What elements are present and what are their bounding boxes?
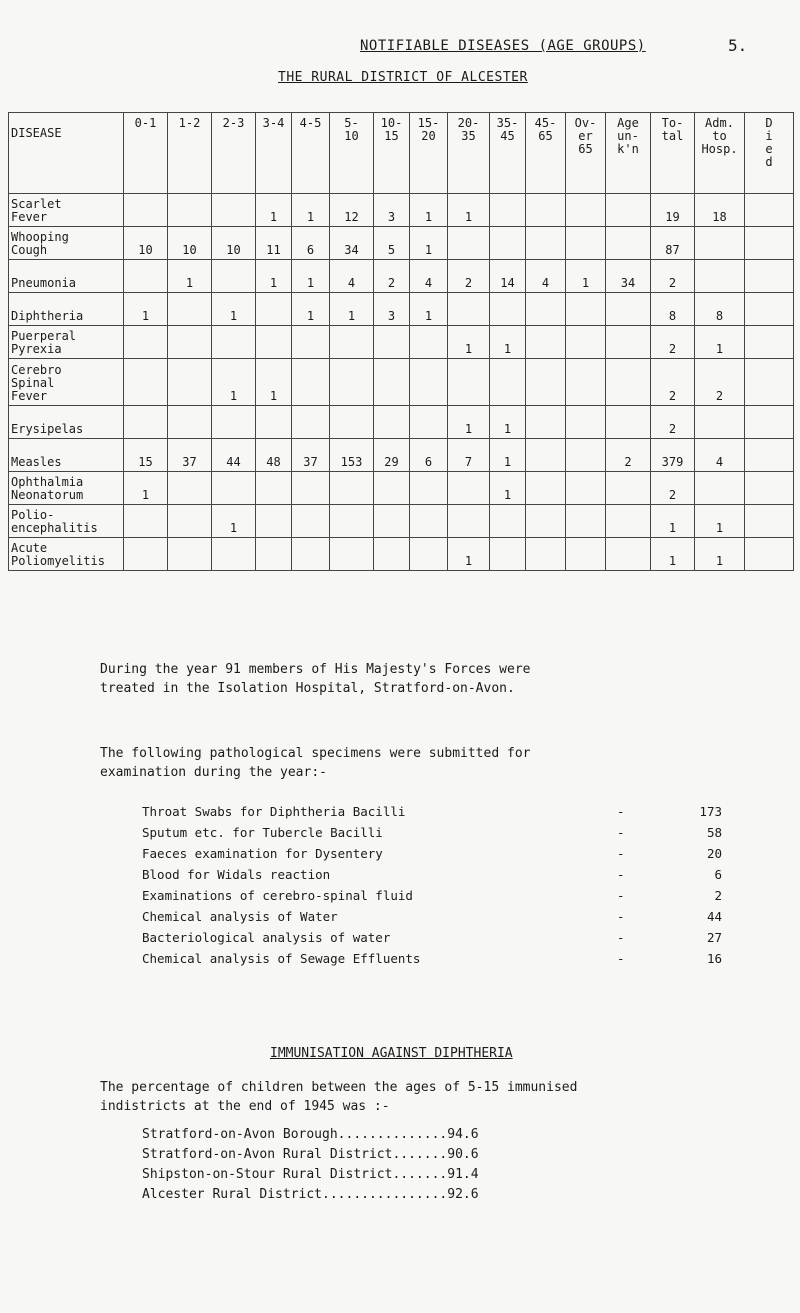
table-cell bbox=[410, 505, 448, 538]
table-cell bbox=[168, 406, 212, 439]
column-header: 35- 45 bbox=[490, 113, 526, 194]
table-cell bbox=[745, 505, 794, 538]
table-cell bbox=[212, 406, 256, 439]
table-cell bbox=[526, 538, 566, 571]
column-header: 3-4 bbox=[256, 113, 292, 194]
immunisation-percentage: 91.4 bbox=[447, 1167, 479, 1182]
table-cell bbox=[410, 359, 448, 406]
table-cell: 18 bbox=[695, 194, 745, 227]
disease-name: Polio- encephalitis bbox=[9, 505, 124, 538]
table-cell: 29 bbox=[374, 439, 410, 472]
immunisation-row bbox=[142, 1127, 479, 1142]
table-cell: 87 bbox=[651, 227, 695, 260]
table-header-row bbox=[9, 113, 794, 194]
table-cell bbox=[292, 538, 330, 571]
table-cell bbox=[448, 293, 490, 326]
disease-name: Puerperal Pyrexia bbox=[9, 326, 124, 359]
column-header: 2-3 bbox=[212, 113, 256, 194]
page-title: NOTIFIABLE DISEASES (AGE GROUPS) bbox=[360, 38, 646, 54]
column-header: DISEASE bbox=[9, 113, 124, 194]
table-cell bbox=[256, 293, 292, 326]
table-cell bbox=[374, 505, 410, 538]
table-cell: 3 bbox=[374, 293, 410, 326]
table-cell: 1 bbox=[330, 293, 374, 326]
table-cell bbox=[566, 293, 606, 326]
table-cell: 2 bbox=[651, 326, 695, 359]
table-cell: 10 bbox=[212, 227, 256, 260]
table-cell: 1 bbox=[212, 293, 256, 326]
table-cell: 48 bbox=[256, 439, 292, 472]
column-header: 4-5 bbox=[292, 113, 330, 194]
dash-separator: - bbox=[617, 888, 625, 903]
table-cell bbox=[695, 227, 745, 260]
table-cell bbox=[212, 194, 256, 227]
table-cell bbox=[490, 359, 526, 406]
table-cell bbox=[745, 472, 794, 505]
table-cell bbox=[606, 538, 651, 571]
table-cell: 1 bbox=[212, 359, 256, 406]
table-cell: 1 bbox=[448, 194, 490, 227]
table-row bbox=[9, 406, 794, 439]
table-cell: 1 bbox=[256, 194, 292, 227]
table-cell: 2 bbox=[374, 260, 410, 293]
table-cell: 2 bbox=[606, 439, 651, 472]
table-cell bbox=[566, 227, 606, 260]
table-row bbox=[9, 260, 794, 293]
specimen-label: Chemical analysis of Water bbox=[142, 909, 338, 924]
table-cell: 1 bbox=[695, 326, 745, 359]
table-cell bbox=[566, 505, 606, 538]
table-cell: 10 bbox=[168, 227, 212, 260]
table-row bbox=[9, 293, 794, 326]
table-cell bbox=[695, 472, 745, 505]
table-cell bbox=[168, 538, 212, 571]
table-cell bbox=[526, 359, 566, 406]
table-cell bbox=[606, 194, 651, 227]
table-row bbox=[9, 194, 794, 227]
column-header: 5- 10 bbox=[330, 113, 374, 194]
table-cell bbox=[745, 538, 794, 571]
table-cell: 379 bbox=[651, 439, 695, 472]
column-header: D i e d bbox=[745, 113, 794, 194]
table-cell bbox=[256, 326, 292, 359]
specimen-count: 16 bbox=[706, 951, 722, 966]
table-cell bbox=[490, 538, 526, 571]
dash-separator: - bbox=[617, 846, 625, 861]
table-cell: 10 bbox=[124, 227, 168, 260]
table-cell bbox=[330, 406, 374, 439]
table-cell bbox=[566, 359, 606, 406]
table-cell bbox=[292, 359, 330, 406]
table-cell: 1 bbox=[448, 326, 490, 359]
table-cell bbox=[526, 293, 566, 326]
dash-separator: - bbox=[617, 825, 625, 840]
district-label: Shipston-on-Stour Rural District....... bbox=[142, 1167, 448, 1182]
table-cell bbox=[448, 227, 490, 260]
table-cell: 4 bbox=[330, 260, 374, 293]
table-cell: 7 bbox=[448, 439, 490, 472]
table-cell: 1 bbox=[651, 505, 695, 538]
specimen-count: 44 bbox=[706, 909, 722, 924]
table-cell bbox=[330, 505, 374, 538]
table-cell bbox=[410, 472, 448, 505]
table-cell bbox=[490, 194, 526, 227]
table-cell bbox=[212, 326, 256, 359]
table-cell bbox=[374, 406, 410, 439]
disease-name: Erysipelas bbox=[9, 406, 124, 439]
column-header: Ov- er 65 bbox=[566, 113, 606, 194]
table-cell: 1 bbox=[695, 538, 745, 571]
column-header: 10- 15 bbox=[374, 113, 410, 194]
table-cell bbox=[526, 326, 566, 359]
table-cell: 11 bbox=[256, 227, 292, 260]
disease-name: Measles bbox=[9, 439, 124, 472]
table-cell bbox=[168, 505, 212, 538]
table-cell: 1 bbox=[448, 406, 490, 439]
table-cell bbox=[374, 538, 410, 571]
table-cell bbox=[490, 293, 526, 326]
table-cell bbox=[745, 406, 794, 439]
table-cell bbox=[124, 194, 168, 227]
specimen-label: Bacteriological analysis of water bbox=[142, 930, 391, 945]
district-label: Alcester Rural District................ bbox=[142, 1187, 448, 1202]
table-cell bbox=[745, 194, 794, 227]
table-cell bbox=[695, 260, 745, 293]
table-cell bbox=[124, 406, 168, 439]
table-cell: 1 bbox=[448, 538, 490, 571]
table-cell bbox=[212, 472, 256, 505]
table-cell bbox=[374, 326, 410, 359]
specimen-count: 2 bbox=[714, 888, 722, 903]
table-cell: 19 bbox=[651, 194, 695, 227]
disease-name: Ophthalmia Neonatorum bbox=[9, 472, 124, 505]
table-cell: 1 bbox=[490, 326, 526, 359]
table-cell bbox=[566, 194, 606, 227]
table-cell bbox=[256, 505, 292, 538]
table-cell: 2 bbox=[651, 359, 695, 406]
table-cell bbox=[745, 260, 794, 293]
table-cell bbox=[124, 538, 168, 571]
specimen-count: 6 bbox=[714, 867, 722, 882]
table-row bbox=[9, 538, 794, 571]
table-cell: 1 bbox=[168, 260, 212, 293]
table-cell: 1 bbox=[566, 260, 606, 293]
immunisation-row bbox=[142, 1187, 479, 1202]
table-cell: 1 bbox=[292, 260, 330, 293]
table-cell: 2 bbox=[651, 260, 695, 293]
table-cell bbox=[606, 293, 651, 326]
specimen-label: Blood for Widals reaction bbox=[142, 867, 331, 882]
table-cell: 34 bbox=[606, 260, 651, 293]
table-cell bbox=[256, 472, 292, 505]
table-cell: 1 bbox=[410, 227, 448, 260]
table-cell: 5 bbox=[374, 227, 410, 260]
table-cell bbox=[292, 326, 330, 359]
table-cell: 6 bbox=[410, 439, 448, 472]
table-cell bbox=[606, 406, 651, 439]
table-cell bbox=[168, 472, 212, 505]
table-cell bbox=[606, 326, 651, 359]
table-cell: 1 bbox=[124, 293, 168, 326]
page-number: 5. bbox=[728, 36, 748, 55]
table-row bbox=[9, 472, 794, 505]
table-cell bbox=[526, 227, 566, 260]
table-cell bbox=[526, 439, 566, 472]
table-cell bbox=[124, 359, 168, 406]
table-cell: 1 bbox=[490, 406, 526, 439]
column-header: 20- 35 bbox=[448, 113, 490, 194]
table-cell bbox=[292, 472, 330, 505]
column-header: Adm. to Hosp. bbox=[695, 113, 745, 194]
table-cell bbox=[168, 326, 212, 359]
table-cell bbox=[292, 406, 330, 439]
immunisation-percentage: 90.6 bbox=[447, 1147, 479, 1162]
table-cell bbox=[745, 227, 794, 260]
table-cell: 37 bbox=[292, 439, 330, 472]
table-cell bbox=[124, 505, 168, 538]
table-cell bbox=[566, 406, 606, 439]
table-cell: 1 bbox=[651, 538, 695, 571]
table-row bbox=[9, 326, 794, 359]
table-cell bbox=[124, 326, 168, 359]
table-cell bbox=[410, 326, 448, 359]
table-cell bbox=[330, 538, 374, 571]
table-cell bbox=[448, 472, 490, 505]
specimen-label: Chemical analysis of Sewage Effluents bbox=[142, 951, 421, 966]
table-cell bbox=[526, 472, 566, 505]
disease-name: Whooping Cough bbox=[9, 227, 124, 260]
table-cell: 2 bbox=[695, 359, 745, 406]
disease-age-table bbox=[8, 112, 794, 571]
table-cell bbox=[374, 472, 410, 505]
table-cell bbox=[695, 406, 745, 439]
table-cell bbox=[330, 472, 374, 505]
dash-separator: - bbox=[617, 951, 625, 966]
table-cell: 8 bbox=[695, 293, 745, 326]
table-cell bbox=[490, 227, 526, 260]
table-cell bbox=[606, 472, 651, 505]
table-cell: 1 bbox=[490, 439, 526, 472]
table-cell bbox=[606, 359, 651, 406]
table-cell: 4 bbox=[410, 260, 448, 293]
immunisation-row bbox=[142, 1167, 479, 1182]
table-cell: 44 bbox=[212, 439, 256, 472]
table-cell bbox=[212, 538, 256, 571]
table-cell bbox=[168, 359, 212, 406]
table-cell: 1 bbox=[256, 260, 292, 293]
table-cell: 2 bbox=[448, 260, 490, 293]
table-cell: 1 bbox=[124, 472, 168, 505]
immunisation-percentage: 94.6 bbox=[447, 1127, 479, 1142]
table-cell bbox=[212, 260, 256, 293]
table-cell bbox=[566, 538, 606, 571]
table-row bbox=[9, 227, 794, 260]
column-header: To- tal bbox=[651, 113, 695, 194]
table-cell bbox=[330, 326, 374, 359]
table-cell: 1 bbox=[410, 194, 448, 227]
table-cell: 153 bbox=[330, 439, 374, 472]
specimen-label: Sputum etc. for Tubercle Bacilli bbox=[142, 825, 383, 840]
dash-separator: - bbox=[617, 804, 625, 819]
table-cell: 1 bbox=[695, 505, 745, 538]
table-cell bbox=[374, 359, 410, 406]
immunisation-row bbox=[142, 1147, 479, 1162]
disease-name: Cerebro Spinal Fever bbox=[9, 359, 124, 406]
table-cell bbox=[566, 472, 606, 505]
disease-name: Acute Poliomyelitis bbox=[9, 538, 124, 571]
table-cell bbox=[330, 359, 374, 406]
immunisation-intro: The percentage of children between the ages of 5-15 immunised indistricts at the end of 1945 was :- bbox=[100, 1080, 578, 1114]
disease-name: Pneumonia bbox=[9, 260, 124, 293]
table-cell: 15 bbox=[124, 439, 168, 472]
specimen-label: Throat Swabs for Diphtheria Bacilli bbox=[142, 804, 406, 819]
district-subtitle: THE RURAL DISTRICT OF ALCESTER bbox=[278, 70, 528, 85]
table-cell bbox=[448, 359, 490, 406]
dash-separator: - bbox=[617, 909, 625, 924]
forces-paragraph: During the year 91 members of His Majesty's Forces were treated in the Isolation Hospital, Stratford-on-Avon. bbox=[100, 662, 531, 696]
table-cell bbox=[410, 538, 448, 571]
table-cell bbox=[526, 505, 566, 538]
column-header: 15- 20 bbox=[410, 113, 448, 194]
immunisation-title: IMMUNISATION AGAINST DIPHTHERIA bbox=[270, 1046, 513, 1061]
table-cell bbox=[526, 194, 566, 227]
specimen-count: 173 bbox=[699, 804, 722, 819]
table-cell bbox=[448, 505, 490, 538]
table-row bbox=[9, 439, 794, 472]
table-cell: 4 bbox=[526, 260, 566, 293]
disease-name: Diphtheria bbox=[9, 293, 124, 326]
specimen-label: Faeces examination for Dysentery bbox=[142, 846, 383, 861]
table-cell: 37 bbox=[168, 439, 212, 472]
table-cell: 3 bbox=[374, 194, 410, 227]
specimen-count: 27 bbox=[706, 930, 722, 945]
table-cell: 1 bbox=[292, 293, 330, 326]
table-row bbox=[9, 359, 794, 406]
dash-separator: - bbox=[617, 930, 625, 945]
table-cell bbox=[745, 359, 794, 406]
column-header: 45- 65 bbox=[526, 113, 566, 194]
table-cell: 4 bbox=[695, 439, 745, 472]
table-cell: 14 bbox=[490, 260, 526, 293]
column-header: Age un- k'n bbox=[606, 113, 651, 194]
table-row bbox=[9, 505, 794, 538]
table-cell bbox=[745, 293, 794, 326]
table-cell bbox=[124, 260, 168, 293]
table-cell: 12 bbox=[330, 194, 374, 227]
table-cell bbox=[292, 505, 330, 538]
column-header: 0-1 bbox=[124, 113, 168, 194]
table-cell bbox=[490, 505, 526, 538]
specimens-intro: The following pathological specimens were submitted for examination during the year:- bbox=[100, 746, 531, 780]
disease-name: Scarlet Fever bbox=[9, 194, 124, 227]
table-cell bbox=[168, 194, 212, 227]
table-cell bbox=[256, 406, 292, 439]
table-cell bbox=[526, 406, 566, 439]
table-cell: 34 bbox=[330, 227, 374, 260]
district-label: Stratford-on-Avon Borough.............. bbox=[142, 1127, 448, 1142]
table-cell bbox=[566, 326, 606, 359]
table-cell bbox=[410, 406, 448, 439]
table-cell: 1 bbox=[490, 472, 526, 505]
specimen-label: Examinations of cerebro-spinal fluid bbox=[142, 888, 413, 903]
table-cell: 1 bbox=[256, 359, 292, 406]
table-cell bbox=[606, 505, 651, 538]
table-cell: 2 bbox=[651, 406, 695, 439]
table-cell bbox=[566, 439, 606, 472]
table-cell: 6 bbox=[292, 227, 330, 260]
table-cell: 1 bbox=[292, 194, 330, 227]
table-cell bbox=[745, 326, 794, 359]
table-cell: 1 bbox=[410, 293, 448, 326]
table-cell: 2 bbox=[651, 472, 695, 505]
table-cell bbox=[745, 439, 794, 472]
table-cell bbox=[256, 538, 292, 571]
immunisation-percentage: 92.6 bbox=[447, 1187, 479, 1202]
table-cell bbox=[606, 227, 651, 260]
column-header: 1-2 bbox=[168, 113, 212, 194]
specimen-count: 20 bbox=[706, 846, 722, 861]
district-label: Stratford-on-Avon Rural District....... bbox=[142, 1147, 448, 1162]
table-cell bbox=[168, 293, 212, 326]
specimen-count: 58 bbox=[706, 825, 722, 840]
table-cell: 8 bbox=[651, 293, 695, 326]
dash-separator: - bbox=[617, 867, 625, 882]
table-cell: 1 bbox=[212, 505, 256, 538]
